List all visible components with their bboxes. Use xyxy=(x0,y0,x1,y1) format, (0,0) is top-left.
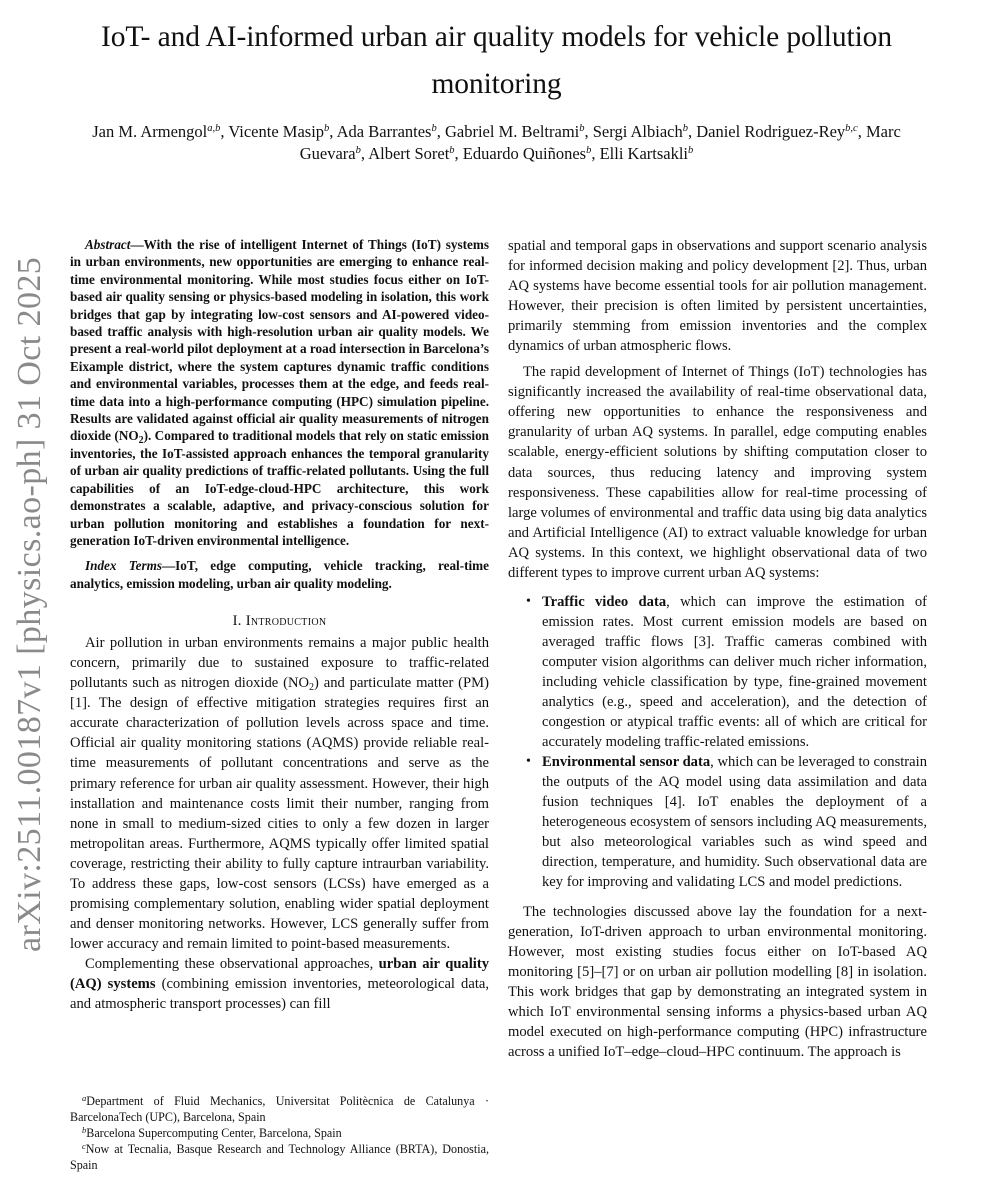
intro-paragraph-4: The technologies discussed above lay the foundation for a next-generation, IoT-driven approach to urban environmental monitoring. However, most existing studies focus either on IoT-based AQ monitoring [5]–[7] or on urban air pollution modelling [8] in isolation. This work bridges that gap by demonstrating an integrated system in which IoT environmental sensing informs a physics-based urban AQ model executed on high-performance computing (HPC) infrastructure across a unified IoT–edge–cloud–HPC continuum. The approach is xyxy=(508,903,927,1060)
paper-title-line-1: IoT- and AI-informed urban air quality models for vehicle pollution xyxy=(101,21,892,53)
author: Marc Guevara$^b$ xyxy=(299,122,901,163)
author-list: Jan M. Armengol$^{a,b}$, Vicente Masip$^b$, Ada Barrantes$^b$, Gabriel M. Beltrami$^b$, Sergi Albiach$^b$, Daniel Rodriguez-Rey$^{b,c}$, Marc Guevara$^b$, Albert Soret$^b$, Eduardo Quiñones$^b$, Elli Kartsakli$^b$ xyxy=(92,122,901,163)
intro-paragraph-2-continued: spatial and temporal gaps in observations and support scenario analysis for informed decision making and policy development [2]. Thus, urban AQ systems have become essential tools for air pollution management. However, their precision is often limited by persistent uncertainties, primarily stemming from emission inventories and the complex dynamics of urban atmospheric flows. xyxy=(508,238,927,355)
author: Vicente Masip$^b$ xyxy=(228,122,330,141)
list-item: • Traffic video data, which can improve the estimation of emission rates. Most current emission models are based on averaged traffic flows [3]. Traffic cameras combined with computer vision algorithms can deliver much richer information, including vehicle classification by type, fine-grained movement analytics (e.g., speed and acceleration), and the detection of congestion or atypical traffic events: all of which are critical for accurately modeling traffic-related emissions. xyxy=(542,592,927,752)
index-terms-label: Index Terms xyxy=(85,558,162,574)
arxiv-identifier-stamp: arXiv:2511.00187v1 [physics.ao-ph] 31 Oct 2025 xyxy=(11,256,48,952)
author: Albert Soret$^b$ xyxy=(368,144,455,163)
section-heading-introduction: I. Introduction xyxy=(232,613,327,630)
author: Sergi Albiach$^b$ xyxy=(592,122,688,141)
author: Daniel Rodriguez-Rey$^{b,c}$ xyxy=(696,122,858,141)
affiliation-footnotes xyxy=(70,1093,489,1173)
abstract-text: With the rise of intelligent Internet of Things (IoT) systems in urban environments, new opportunities are emerging to enhance real-time environmental monitoring. While most studies focus either on IoT-based air quality sensing or physics-based modeling in isolation, this work bridges that gap by integrating low-cost sensors and AI-powered video-based traffic analysis with high-resolution urban air quality models. We present a real-world pilot deployment at a road intersection in Barcelona’s Eixample district, where the system captures dynamic traffic conditions and environmental variables, processes them at the edge, and feeds real-time data into a high-performance computing (HPC) simulation pipeline. Results are validated against official air quality measurements of nitrogen dioxide (NO xyxy=(70,237,489,444)
intro-paragraph-1: Air pollution in urban environments remains a major public health concern, primarily due to sustained exposure to traffic-related pollutants such as nitrogen dioxide $(NO_2)$ and particulate matter (PM) [1]. The design of effective mitigation strategies requires first an accurate characterization of pollution levels across space and time. Official air quality monitoring stations (AQMS) provide reliable real-time measurements of pollutant concentrations and serve as the primary reference for urban air quality assessment. However, their high installation and maintenance costs limit their number, ranging from none in small to medium-sized cities to only a few dozen in larger metropolitan areas. Furthermore, AQMS typically offer limited spatial coverage, restricting their ability to fully capture intraurban variability. To address these gaps, low-cost sensors (LCSs) have emerged as a promising complementary solution, enabling wider spatial deployment and denser monitoring networks. However, LCS generally suffer from lower accuracy and remain limited to point-based measurements. xyxy=(70,635,489,952)
index-terms: Index Terms—IoT, edge computing, vehicle tracking, real-time analytics, emission modeling, urban air quality modeling. xyxy=(70,558,489,591)
intro-paragraph-2: Complementing these observational approaches, urban air quality (AQ) systems (combining emission inventories, meteorological data, and atmospheric transport processes) can fill xyxy=(70,955,490,1013)
footnote: $^c$Now at Tecnalia, Basque Research and Technology Alliance (BRTA), Donostia, Spain xyxy=(70,1141,489,1172)
index-terms-text: IoT, edge computing, vehicle tracking, real-time analytics, emission modeling, urban air quality modeling. xyxy=(70,558,489,591)
author: Gabriel M. Beltrami$^b$ xyxy=(444,122,585,141)
right-column xyxy=(508,236,927,1062)
left-column xyxy=(70,236,489,1014)
author: Jan M. Armengol$^{a,b}$ xyxy=(92,122,221,141)
intro-paragraph-3: The rapid development of Internet of Things (IoT) technologies has significantly increased the availability of real-time observational data, offering new opportunities to enhance the responsiveness and granularity of urban AQ systems. In parallel, edge computing enables scalable, energy-efficient solutions by shifting computation closer to data sources, thus reducing latency and improving system responsiveness. These capabilities allow for real-time processing of large volumes of environmental and traffic data using big data analytics and Artificial Intelligence (AI) to extract valuable knowledge for urban AQ systems. In this context, we highlight observational data of two different types to improve current urban AQ systems: xyxy=(508,364,927,581)
abstract: Abstract—With the rise of intelligent Internet of Things (IoT) systems in urban environments, new opportunities are emerging to enhance real-time environmental monitoring. While most studies focus either on IoT-based air quality sensing or physics-based modeling in isolation, this work bridges that gap by integrating low-cost sensors and AI-powered video-based traffic analysis with high-resolution urban air quality models. We present a real-world pilot deployment at a road intersection in Barcelona’s Eixample district, where the system captures dynamic traffic conditions and environmental variables, processes them at the edge, and feeds real-time data into a high-performance computing (HPC) simulation pipeline. Results are validated against official air quality measurements of nitrogen dioxide $(NO_2)$. Compared to traditional models that rely on static emission inventories, the IoT-assisted approach enhances the temporal granularity of urban air quality predictions of traffic-related pollutants. Using the full capabilities of an IoT-edge-cloud-HPC architecture, this work demonstrates a scalable, adaptive, and privacy-conscious solution for urban pollution monitoring and establishes a foundation for next-generation IoT-driven environmental intelligence. xyxy=(70,237,489,548)
observational-data-list xyxy=(508,592,927,893)
paper-title xyxy=(40,14,953,108)
paper-title-line-2: monitoring xyxy=(431,68,562,100)
author: Ada Barrantes$^b$ xyxy=(336,122,437,141)
abstract-label: Abstract xyxy=(85,237,131,252)
footnote: $^a$Department of Fluid Mechanics, Universitat Politècnica de Catalunya · BarcelonaTech (UPC), Barcelona, Spain xyxy=(70,1093,489,1124)
list-item: • Environmental sensor data, which can be leveraged to constrain the outputs of the AQ model using data assimilation and data fusion techniques [4]. IoT enables the deployment of a heterogeneous ecosystem of sensors including AQ measurements, but also meteorological variables such as wind speed and direction, temperature, and humidity. Such observational data are key for improving and validating LCS and model predictions. xyxy=(542,752,927,892)
footnote: $^b$Barcelona Supercomputing Center, Barcelona, Spain xyxy=(82,1125,342,1140)
author: Elli Kartsakli$^b$ xyxy=(599,144,694,163)
author: Eduardo Quiñones$^b$ xyxy=(462,144,592,163)
key-term-urban-aq-systems: urban air quality (AQ) systems xyxy=(70,955,489,992)
